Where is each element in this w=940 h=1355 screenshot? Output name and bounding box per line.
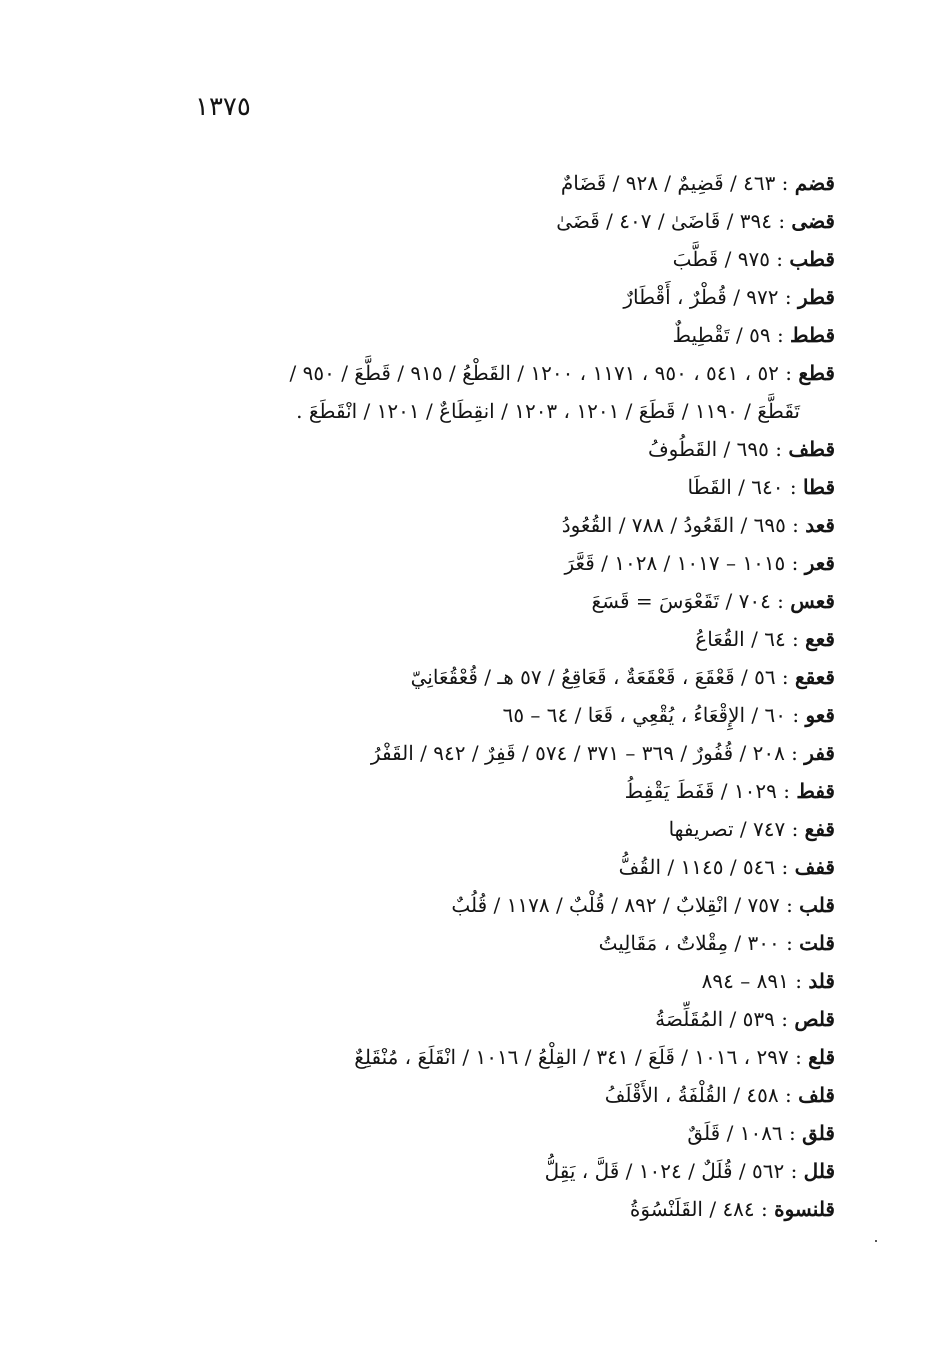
entry-refs: : ٥٦٢ / قُلَلٌ / ١٠٢٤ / قَلَّ ، يَقِلُّ (544, 1159, 804, 1183)
index-entry (135, 278, 835, 316)
index-entry (135, 316, 835, 354)
entry-root: قعد (805, 513, 835, 537)
index-entry (135, 696, 835, 734)
index-entry (135, 354, 835, 430)
index-entry (135, 506, 835, 544)
entry-continuation: تَقَطَّعَ / ١١٩٠ / قَطَعَ / ١٢٠١ ، ١٢٠٣ / انقِطَاعٌ / ١٢٠١ / انْقَطَعَ . (296, 399, 800, 423)
index-list (135, 164, 835, 1228)
entry-root: قعس (790, 589, 835, 613)
index-entry (135, 1076, 835, 1114)
entry-refs: : ٥٣٩ / المُقَلِّصَةُ (655, 1007, 795, 1031)
entry-root: قلب (799, 893, 835, 917)
page-number: ١٣٧٥ (195, 92, 251, 122)
index-entry (135, 468, 835, 506)
entry-refs: : ٣٠٠ / مِقْلاتٌ ، مَقَالِيتُ (598, 931, 800, 955)
entry-refs: : ٨٩١ – ٨٩٤ (701, 969, 809, 993)
index-entry (135, 734, 835, 772)
entry-refs: : ٤٨٤ / القَلَنْسُوَةُ (629, 1197, 775, 1221)
entry-refs: : ٧٤٧ / تصريفها (668, 817, 805, 841)
index-entry (135, 962, 835, 1000)
page-speck (875, 1240, 877, 1242)
entry-refs: : ١٠١٥ – ١٠١٧ / ١٠٢٨ / قَعَّرَ (564, 551, 805, 575)
entry-refs: : ١٠٢٩ / قَفَطَ يَقْفِطُ (624, 779, 797, 803)
index-entry (135, 240, 835, 278)
entry-root: قطا (802, 475, 835, 499)
entry-root: قضم (794, 171, 835, 195)
index-entry (135, 1152, 835, 1190)
entry-refs: : ١٠٨٦ / قَلَقٌ (687, 1121, 803, 1145)
index-entry (135, 164, 835, 202)
entry-root: قعقع (795, 665, 835, 689)
entry-refs: : ٦٩٥ / القَطُوفُ (647, 437, 789, 461)
entry-refs: : ٢٠٨ / قُفُورٌ / ٣٦٩ – ٣٧١ / ٥٧٤ / قَفِرٌ / ٩٤٢ / القَفْرُ (370, 741, 805, 765)
entry-root: قلت (799, 931, 835, 955)
index-entry (135, 810, 835, 848)
entry-root: قفط (796, 779, 835, 803)
entry-refs: : ٧٠٤ / تَقَعْوَسَ = قَسَعَ (591, 589, 791, 613)
entry-refs: : ٥٩ / تَقْطِيطٌ (672, 323, 791, 347)
entry-root: قعر (804, 551, 835, 575)
index-entry (135, 582, 835, 620)
index-entry (135, 202, 835, 240)
entry-root: قعو (805, 703, 835, 727)
entry-root: قطط (790, 323, 835, 347)
entry-refs: : ٥٦ / قَعْقَعَ ، قَعْقَعَةٌ ، قَعَاقِعُ / ٥٧ هـ / قُعْقُعَانِيّ (410, 665, 796, 689)
entry-root: قطب (789, 247, 835, 271)
index-entry (135, 772, 835, 810)
entry-root: قلف (798, 1083, 835, 1107)
entry-refs: : ٥٢ ، ٥٤١ ، ٩٥٠ ، ١١٧١ ، ١٢٠٠ / القَطْعُ / ٩١٥ / قَطَّعَ / ٩٥٠ / (289, 361, 799, 385)
index-entry (135, 1190, 835, 1228)
entry-root: قفف (794, 855, 835, 879)
index-entry (135, 1000, 835, 1038)
index-entry (135, 1114, 835, 1152)
index-entry (135, 620, 835, 658)
entry-root: قلق (802, 1121, 835, 1145)
entry-refs: : ٣٩٤ / قَاضَىٰ / ٤٠٧ / قَضَىٰ (556, 209, 792, 233)
index-entry (135, 848, 835, 886)
entry-root: قطر (797, 285, 835, 309)
entry-refs: : ٤٦٣ / قَضِيمٌ / ٩٢٨ / قَضَامٌ (560, 171, 795, 195)
index-entry (135, 658, 835, 696)
entry-root: قفع (804, 817, 835, 841)
index-entry (135, 1038, 835, 1076)
entry-refs: : ٦٩٥ / القَعُودُ / ٧٨٨ / القُعُودُ (561, 513, 806, 537)
index-entry (135, 544, 835, 582)
entry-refs: : ٤٥٨ / القُلْفَةُ ، الأَقْلَفُ (604, 1083, 799, 1107)
entry-refs: : ٦٠ / الإِقْعَاءُ ، يُقْعِي ، قَعَا / ٦٤ – ٦٥ (502, 703, 806, 727)
index-entry (135, 430, 835, 468)
entry-refs: : ٩٧٥ / قَطَّبَ (672, 247, 790, 271)
entry-root: قلد (808, 969, 835, 993)
index-entry (135, 924, 835, 962)
entry-root: قلع (808, 1045, 835, 1069)
entry-root: قلص (794, 1007, 835, 1031)
index-entry (135, 886, 835, 924)
entry-root: قعع (805, 627, 835, 651)
entry-refs: : ٩٧٢ / قُطْرٌ ، أَقْطَارٌ (623, 285, 798, 309)
entry-root: قضى (791, 209, 835, 233)
entry-refs: : ٦٤ / القُعَاعُ (695, 627, 806, 651)
entry-refs: : ٢٩٧ ، ١٠١٦ / قَلَعَ / ٣٤١ / القِلْعُ / ١٠١٦ / انْقَلَعَ ، مُنْقَلِعٌ (354, 1045, 809, 1069)
entry-refs: : ٥٤٦ / ١١٤٥ / القُفُّ (618, 855, 795, 879)
entry-root: قلنسوة (774, 1197, 835, 1221)
entry-root: قطف (788, 437, 835, 461)
entry-refs: : ٧٥٧ / انْقِلابٌ / ٨٩٢ / قُلْبٌ / ١١٧٨ / قُلُبٌ (451, 893, 800, 917)
entry-root: قطع (798, 361, 835, 385)
entry-root: قلل (803, 1159, 835, 1183)
entry-root: قفر (804, 741, 835, 765)
entry-refs: : ٦٤٠ / القَطَا (687, 475, 803, 499)
